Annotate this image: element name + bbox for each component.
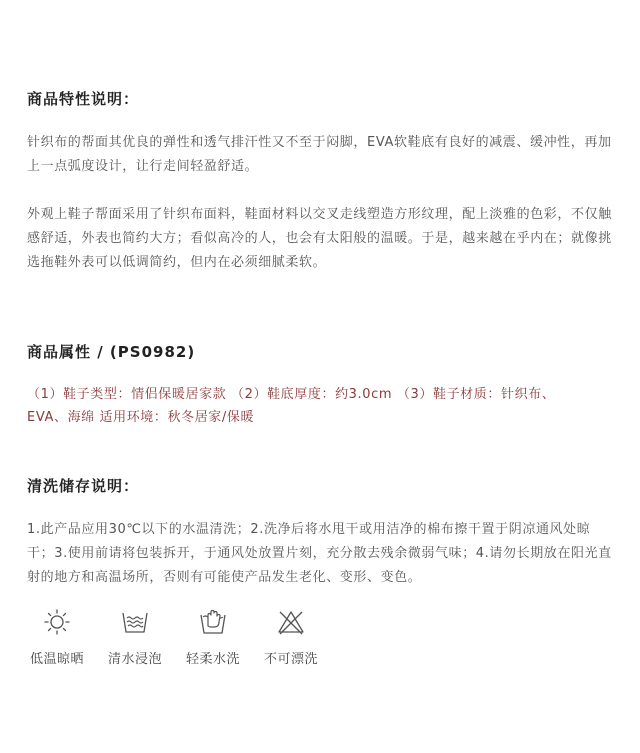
no-bleach-icon	[276, 607, 306, 637]
care-item-water-soak	[98, 607, 172, 667]
features-paragraph-1: 针织布的帮面其优良的弹性和透气排汗性又不至于闷脚，EVA软鞋底有良好的减震、缓冲性，再加上一点弧度设计，让行走间轻盈舒适。	[27, 135, 612, 174]
attributes-heading: 商品属性 / (PS0982)	[27, 343, 196, 361]
attributes-line-1: （1）鞋子类型：情侣保暖居家款 （2）鞋底厚度：约3.0cm （3）鞋子材质：针织布、	[27, 387, 556, 402]
water-soak-icon	[120, 607, 150, 637]
hand-wash-icon	[198, 607, 228, 637]
care-item-low-temp-dry	[20, 607, 94, 667]
attributes-line-2: EVA、海绵 适用环境：秋冬居家/保暖	[27, 410, 255, 425]
features-heading: 商品特性说明：	[27, 90, 140, 108]
care-label-low-temp-dry: 低温晾晒	[29, 652, 84, 667]
washing-heading: 清洗储存说明：	[27, 477, 140, 495]
sun-low-temp-dry-icon	[42, 607, 72, 637]
washing-paragraph: 1.此产品应用30℃以下的水温清洗；2.洗净后将水甩干或用洁净的棉布擦干置于阴凉通风处晾干；3.使用前请将包装拆开，于通风处放置片刻，充分散去残余微弱气味；4.请勿长期放在阳光直射的地方和高温场所，否则有可能使产品发生老化、变形、变色。	[27, 522, 612, 585]
features-paragraph-2: 外观上鞋子帮面采用了针织布面料，鞋面材料以交叉走线塑造方形纹理，配上淡雅的色彩，不仅触感舒适，外表也简约大方；看似高冷的人，也会有太阳般的温暖。于是，越来越在乎内在；就像挑选拖鞋外表可以低调简约，但内在必须细腻柔软。	[27, 207, 612, 270]
care-label-no-bleach: 不可漂洗	[263, 652, 318, 667]
care-label-water-soak: 清水浸泡	[107, 652, 162, 667]
care-item-no-bleach	[254, 607, 328, 667]
care-item-hand-wash	[176, 607, 250, 667]
care-label-hand-wash: 轻柔水洗	[185, 652, 240, 667]
